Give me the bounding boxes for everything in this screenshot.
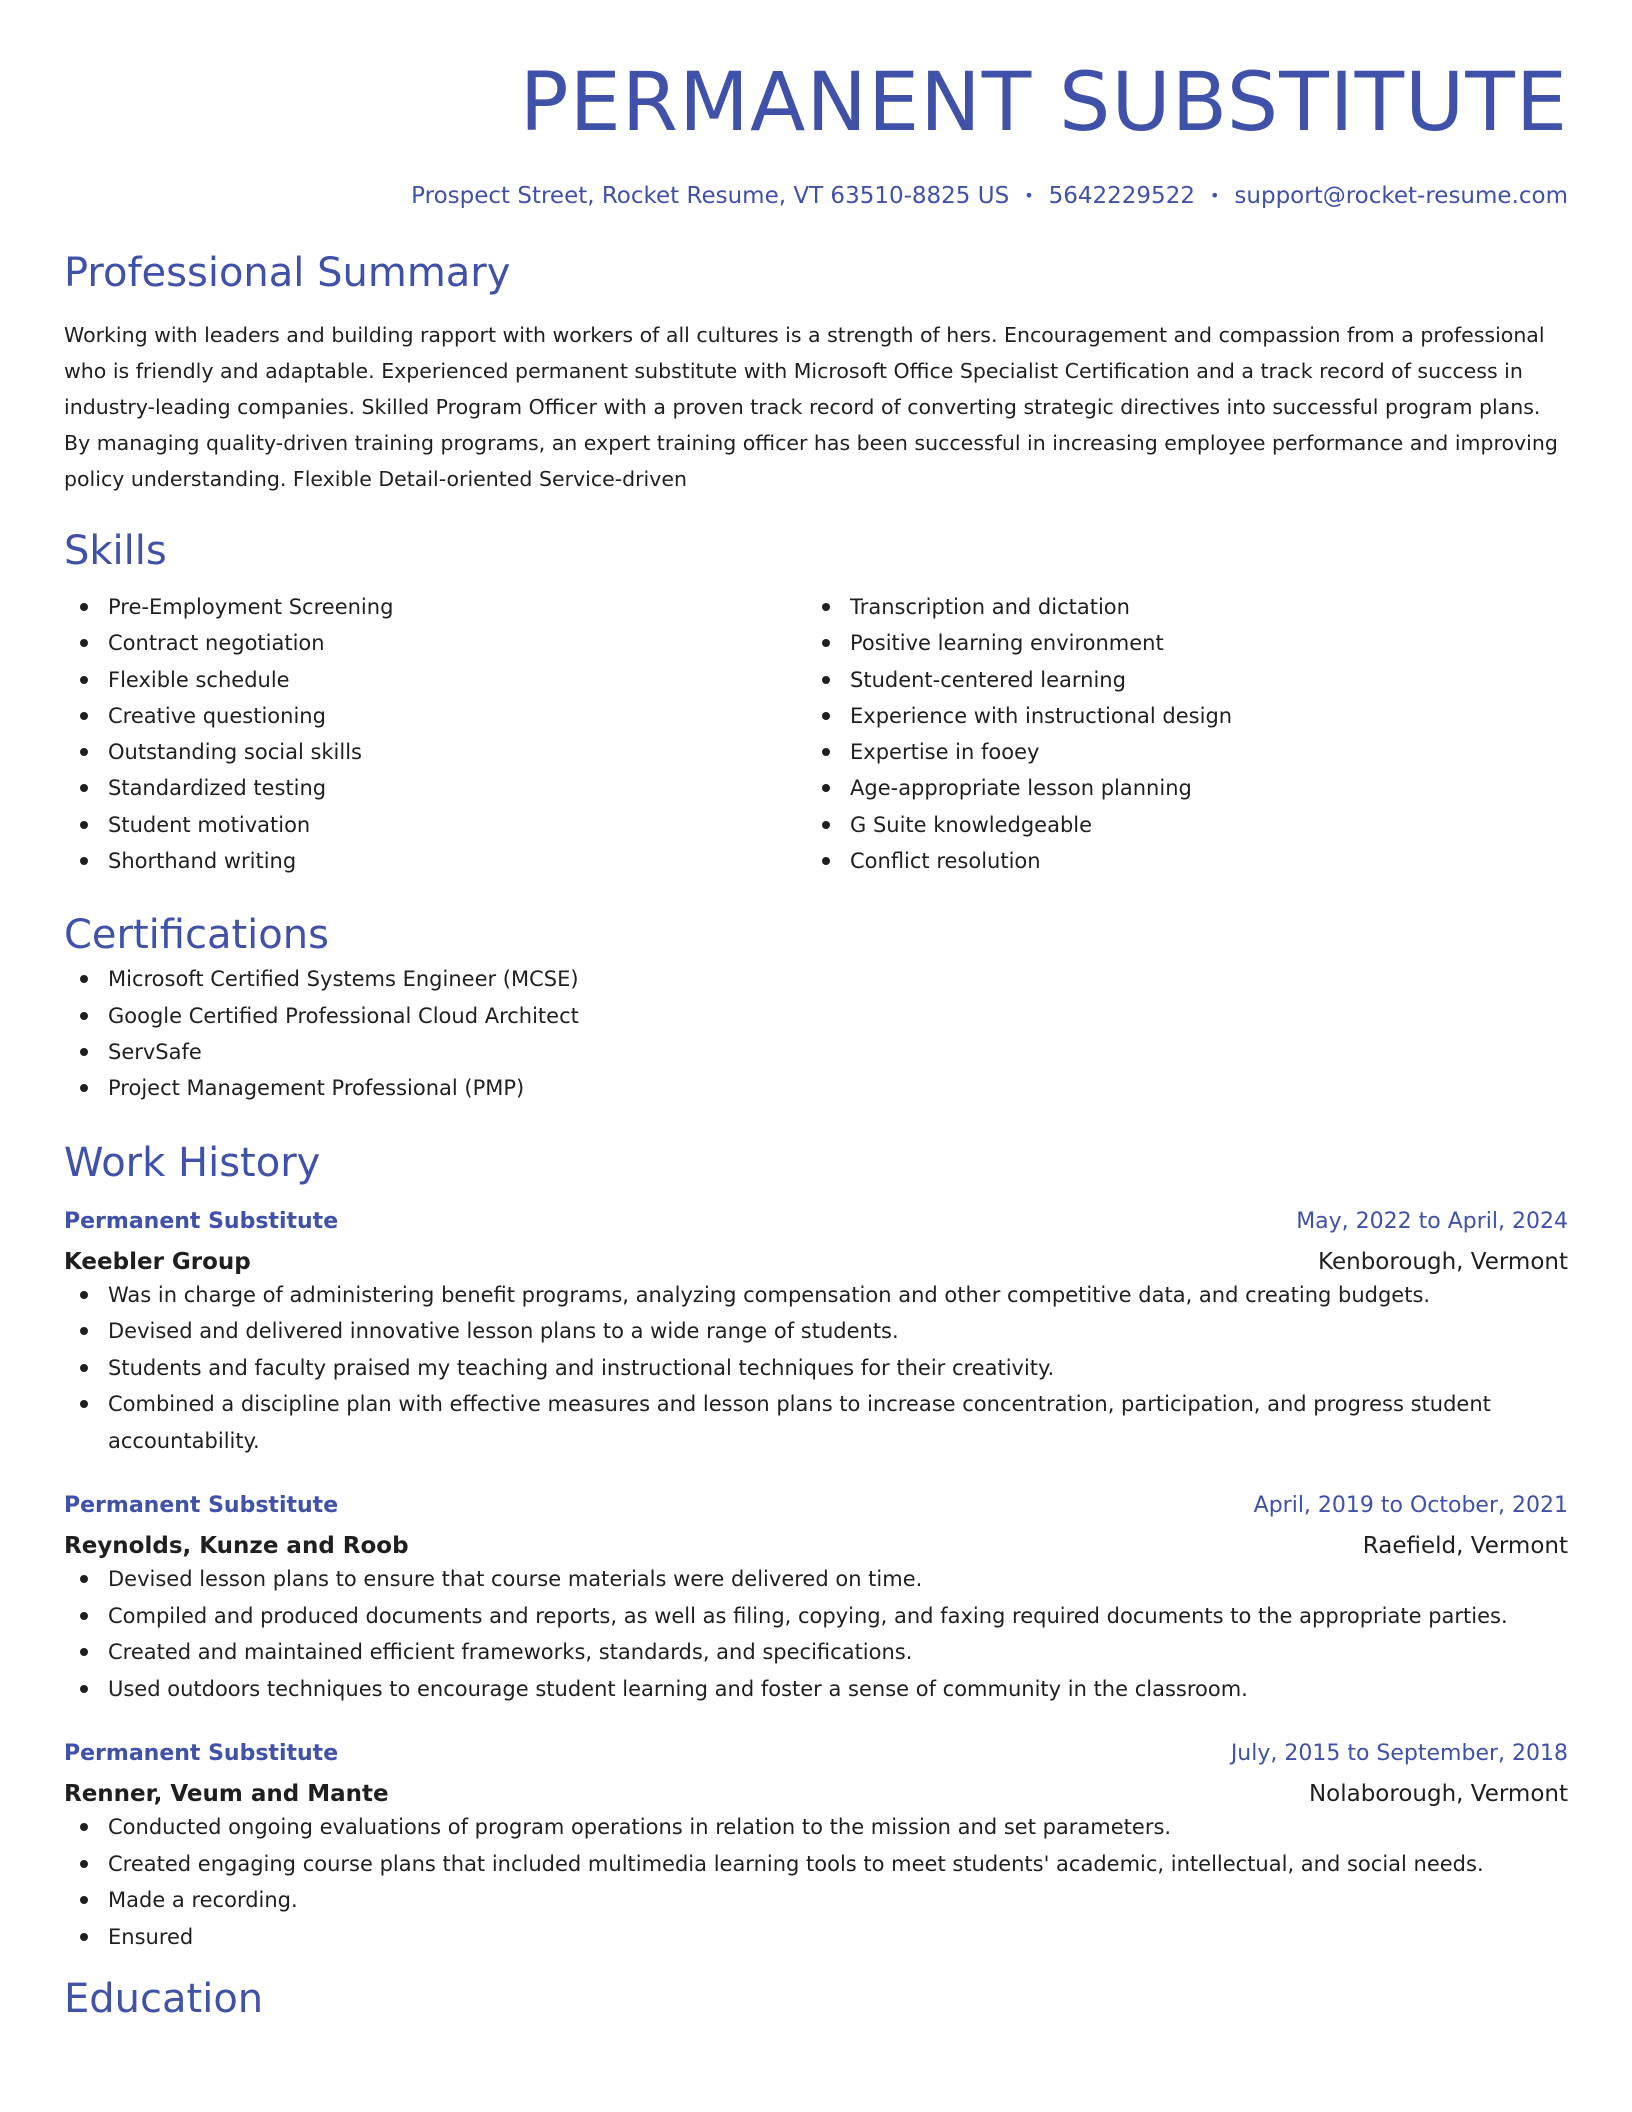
bullet-icon [822,712,830,720]
skill-label: Contract negotiation [108,631,325,656]
bullet-icon [80,1860,88,1868]
job-bullet-text: Created and maintained efficient frameworks, standards, and specifications. [108,1640,913,1665]
job-location: Kenborough, Vermont [1318,1248,1568,1275]
job-bullet [64,1561,1568,1598]
contact-address: Prospect Street, Rocket Resume, VT 63510-8825 US [411,183,1010,209]
certification-label: Google Certified Professional Cloud Architect [108,1003,579,1028]
certification-label: ServSafe [108,1039,202,1064]
bullet-icon [80,1084,88,1092]
skill-label: Student-centered learning [850,667,1126,692]
job-bullet-text: Students and faculty praised my teaching and instructional techniques for their creativity. [108,1355,1055,1380]
skill-item [806,734,1548,770]
job-title: Permanent Substitute [64,1208,339,1234]
job-company: Renner, Veum and Mante [64,1781,389,1808]
contact-separator: • [1024,186,1034,205]
skill-label: Positive learning environment [850,631,1164,656]
skill-label: Pre-Employment Screening [108,595,394,619]
contact-separator: • [1209,186,1220,205]
bullet-icon [80,1327,88,1335]
bullet-icon [80,1823,88,1831]
bullet-icon [80,975,88,983]
job-bullet-list [64,1277,1568,1460]
bullet-icon [80,676,88,684]
bullet-icon [80,784,88,792]
bullet-icon [80,1612,88,1620]
skill-item [64,770,806,806]
bullet-icon [80,1364,88,1372]
bullet-icon [80,1648,88,1656]
job-bullet [64,1846,1568,1883]
job-company-row [64,1247,1568,1277]
skill-item [806,698,1548,734]
skill-item [806,662,1548,698]
contact-email[interactable]: support@rocket-resume.com [1234,183,1568,209]
bullet-icon [822,676,830,684]
job-bullet [64,1598,1568,1635]
bullet-icon [80,1400,88,1408]
contact-line [64,181,1568,211]
skill-label: Flexible schedule [108,667,290,692]
skill-item [64,807,806,843]
skill-item [64,843,806,879]
job-bullet [64,1671,1568,1708]
bullet-icon [822,821,830,829]
skill-label: Outstanding social skills [108,740,362,765]
bullet-icon [80,639,88,647]
job-company-row [64,1779,1568,1809]
job-bullet [64,1634,1568,1671]
job-bullet [64,1919,1568,1956]
bullet-icon [80,857,88,865]
summary-heading: Professional Summary [64,250,511,296]
skill-item [806,807,1548,843]
job-bullet [64,1277,1568,1314]
job-bullet [64,1313,1568,1350]
contact-phone: 5642229522 [1048,183,1195,209]
job-entry [64,1491,1568,1707]
bullet-icon [80,1896,88,1904]
job-entry [64,1739,1568,1955]
job-company: Reynolds, Kunze and Roob [64,1533,409,1560]
skills-heading: Skills [64,528,167,574]
job-bullet [64,1350,1568,1387]
job-bullet-text: Compiled and produced documents and reports, as well as filing, copying, and faxing required documents to the appropriate parties. [108,1603,1508,1628]
skill-item [806,625,1548,661]
skill-label: Standardized testing [108,776,327,801]
job-entry [64,1207,1568,1460]
job-dates: July, 2015 to September, 2018 [1230,1741,1568,1767]
skill-label: Transcription and dictation [850,595,1130,619]
job-location: Nolaborough, Vermont [1308,1781,1568,1808]
resume-name: PERMANENT SUBSTITUTE [519,56,1568,150]
bullet-icon [80,821,88,829]
skill-item [64,625,806,661]
job-bullet-text: Ensured [108,1924,194,1949]
summary-text: Working with leaders and building rapport with workers of all cultures is a strength of hers. Encouragement and compassion from a professional who is friendly and adaptable. Experienced permanent substitute with Microsoft Office Specialist Certification and a track record of success in industry-leading companies. Skilled Program Officer with a proven track record of converting strategic directives into successful program plans. By managing quality-driven training programs, an expert training officer has been successful in increasing employee performance and improving policy understanding. Flexible Detail-oriented Service-driven [64,323,1558,491]
job-company: Keebler Group [64,1248,251,1275]
job-bullet-text: Used outdoors techniques to encourage student learning and foster a sense of community in the classroom. [108,1676,1248,1701]
job-bullet-text: Made a recording. [108,1888,298,1913]
certification-item [64,1070,1568,1106]
bullet-icon [80,1048,88,1056]
education-heading: Education [64,1976,264,2023]
certification-item [64,961,1568,997]
bullet-icon [80,1291,88,1299]
job-bullet-list [64,1561,1568,1707]
job-bullet-list [64,1809,1568,1955]
skill-label: Student motivation [108,812,311,837]
bullet-icon [80,1575,88,1583]
job-bullet-text: Combined a discipline plan with effective measures and lesson plans to increase concentration, participation, and progress student accountability. [108,1392,1491,1453]
bullet-icon [822,784,830,792]
certifications-heading: Certifications [64,912,329,959]
skill-label: Conflict resolution [850,849,1041,874]
job-bullet-text: Devised lesson plans to ensure that course materials were delivered on time. [108,1567,923,1592]
job-bullet-text: Created engaging course plans that included multimedia learning tools to meet students' academic, intellectual, and social needs. [108,1851,1484,1876]
skill-item [806,843,1548,879]
job-bullet [64,1809,1568,1846]
job-title-row [64,1739,1568,1769]
certifications-list [64,961,1568,1106]
bullet-icon [80,1933,88,1941]
skill-label: Age-appropriate lesson planning [850,776,1192,801]
job-bullet [64,1386,1568,1459]
work-history-heading: Work History [64,1139,321,1186]
job-title: Permanent Substitute [64,1741,339,1767]
job-title-row [64,1207,1568,1237]
bullet-icon [80,603,88,611]
skill-item [806,589,1548,625]
skill-item [806,770,1548,806]
skills-right-column [806,589,1548,879]
bullet-icon [80,1012,88,1020]
job-title: Permanent Substitute [64,1493,339,1519]
skill-item [64,698,806,734]
bullet-icon [822,603,830,611]
certification-label: Project Management Professional (PMP) [108,1076,525,1101]
bullet-icon [80,1685,88,1693]
bullet-icon [80,712,88,720]
job-dates: April, 2019 to October, 2021 [1253,1493,1568,1519]
skills-grid [64,589,1568,879]
bullet-icon [822,857,830,865]
job-company-row [64,1531,1568,1561]
skill-item [64,734,806,770]
skill-label: G Suite knowledgeable [850,812,1093,837]
skill-label: Creative questioning [108,703,326,728]
job-bullet-text: Devised and delivered innovative lesson plans to a wide range of students. [108,1319,899,1344]
job-location: Raefield, Vermont [1362,1533,1568,1560]
certification-item [64,998,1568,1034]
skill-label: Experience with instructional design [850,703,1233,728]
resume-page [64,0,1568,2025]
job-bullet [64,1882,1568,1919]
bullet-icon [822,639,830,647]
bullet-icon [822,748,830,756]
certification-item [64,1034,1568,1070]
skill-label: Expertise in fooey [850,740,1040,765]
skills-left-column [64,589,806,879]
job-bullet-text: Conducted ongoing evaluations of program operations in relation to the mission and set parameters. [108,1815,1172,1840]
skill-item [64,662,806,698]
certification-label: Microsoft Certified Systems Engineer (MCSE) [108,967,579,992]
job-dates: May, 2022 to April, 2024 [1296,1208,1568,1234]
job-title-row [64,1491,1568,1521]
job-bullet-text: Was in charge of administering benefit programs, analyzing compensation and other competitive data, and creating budgets. [108,1282,1431,1307]
skill-label: Shorthand writing [108,849,297,874]
bullet-icon [80,748,88,756]
skill-item [64,589,806,625]
